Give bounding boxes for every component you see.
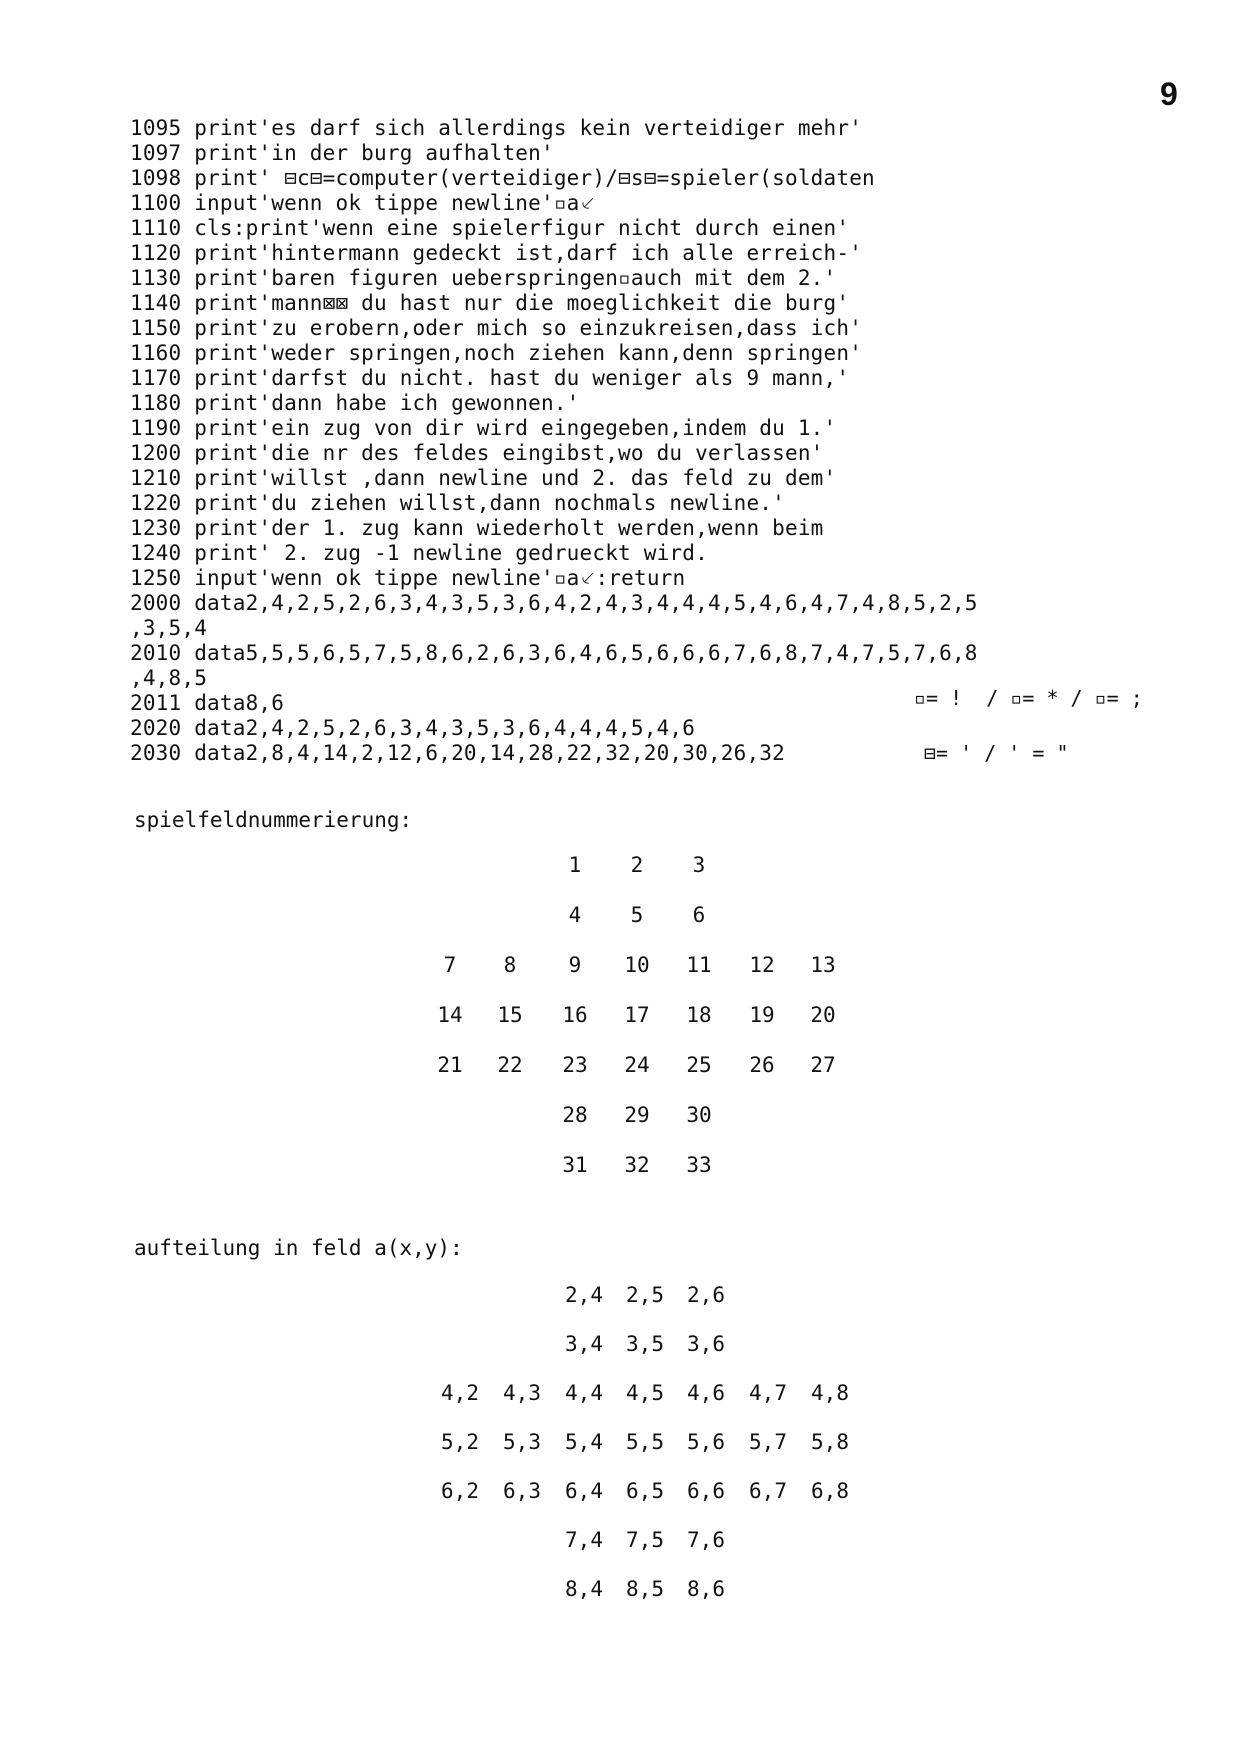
field-number-cell: 9 xyxy=(568,953,582,977)
field-coordinate-cell: 2,5 xyxy=(626,1283,664,1307)
code-line: 1210 print'willst ,dann newline und 2. das feld zu dem' xyxy=(130,466,837,490)
field-number-cell: 4 xyxy=(568,903,582,927)
code-line: 1240 print' 2. zug -1 newline gedrueckt wird. xyxy=(130,541,708,565)
field-number-cell: 24 xyxy=(624,1053,650,1077)
field-number-cell: 1 xyxy=(568,853,582,877)
field-coordinate-cell: 4,7 xyxy=(749,1381,787,1405)
code-line: 2000 data2,4,2,5,2,6,3,4,3,5,3,6,4,2,4,3,4,4,4,5,4,6,4,7,4,8,5,2,5 xyxy=(130,591,978,615)
field-coordinate-cell: 8,6 xyxy=(687,1577,725,1601)
code-line: ,4,8,5 xyxy=(130,666,208,690)
field-coordinate-cell: 8,5 xyxy=(626,1577,664,1601)
field-number-cell: 11 xyxy=(686,953,712,977)
field-coordinate-cell: 6,5 xyxy=(626,1479,664,1503)
field-number-cell: 15 xyxy=(497,1003,523,1027)
field-coordinate-cell: 4,8 xyxy=(811,1381,849,1405)
field-coordinate-cell: 4,3 xyxy=(503,1381,541,1405)
field-coordinate-cell: 7,6 xyxy=(687,1528,725,1552)
field-coordinate-cell: 3,6 xyxy=(687,1332,725,1356)
field-number-cell: 8 xyxy=(503,953,517,977)
field-coordinate-cell: 5,2 xyxy=(441,1430,479,1454)
code-line: 2011 data8,6 xyxy=(130,691,285,715)
field-coordinate-cell: 6,6 xyxy=(687,1479,725,1503)
field-number-cell: 25 xyxy=(686,1053,712,1077)
field-number-cell: 7 xyxy=(443,953,457,977)
code-line: 1120 print'hintermann gedeckt ist,darf ich alle erreich-' xyxy=(130,241,863,265)
field-coordinate-cell: 4,6 xyxy=(687,1381,725,1405)
field-number-cell: 10 xyxy=(624,953,650,977)
field-number-cell: 19 xyxy=(749,1003,775,1027)
code-line: 1190 print'ein zug von dir wird eingegeben,indem du 1.' xyxy=(130,416,837,440)
code-line: 1180 print'dann habe ich gewonnen.' xyxy=(130,391,580,415)
field-coordinate-cell: 3,4 xyxy=(565,1332,603,1356)
field-number-cell: 31 xyxy=(562,1153,588,1177)
field-number-cell: 23 xyxy=(562,1053,588,1077)
code-line: 1097 print'in der burg aufhalten' xyxy=(130,141,554,165)
field-coordinates-heading: aufteilung in feld a(x,y): xyxy=(134,1236,463,1260)
field-coordinate-cell: 8,4 xyxy=(565,1577,603,1601)
field-numbering-heading: spielfeldnummerierung: xyxy=(134,808,413,832)
field-coordinate-cell: 4,2 xyxy=(441,1381,479,1405)
field-number-cell: 17 xyxy=(624,1003,650,1027)
field-coordinate-cell: 2,4 xyxy=(565,1283,603,1307)
code-line: 1130 print'baren figuren ueberspringen▫auch mit dem 2.' xyxy=(130,266,837,290)
field-coordinate-cell: 4,5 xyxy=(626,1381,664,1405)
code-line: 1095 print'es darf sich allerdings kein verteidiger mehr' xyxy=(130,116,863,140)
page-number: 9 xyxy=(1160,76,1178,112)
code-line: 1110 cls:print'wenn eine spielerfigur nicht durch einen' xyxy=(130,216,850,240)
field-coordinate-cell: 5,3 xyxy=(503,1430,541,1454)
field-coordinate-cell: 5,6 xyxy=(687,1430,725,1454)
code-line: 1160 print'weder springen,noch ziehen kann,denn springen' xyxy=(130,341,863,365)
field-coordinate-cell: 6,7 xyxy=(749,1479,787,1503)
field-number-cell: 30 xyxy=(686,1103,712,1127)
field-number-cell: 12 xyxy=(749,953,775,977)
field-number-cell: 27 xyxy=(810,1053,836,1077)
field-number-cell: 5 xyxy=(630,903,644,927)
field-number-cell: 28 xyxy=(562,1103,588,1127)
field-number-cell: 26 xyxy=(749,1053,775,1077)
field-number-cell: 20 xyxy=(810,1003,836,1027)
field-number-cell: 3 xyxy=(692,853,706,877)
field-number-cell: 16 xyxy=(562,1003,588,1027)
code-line: ,3,5,4 xyxy=(130,616,208,640)
field-number-cell: 14 xyxy=(437,1003,463,1027)
field-coordinate-cell: 7,4 xyxy=(565,1528,603,1552)
field-coordinate-cell: 6,8 xyxy=(811,1479,849,1503)
field-coordinate-cell: 7,5 xyxy=(626,1528,664,1552)
code-line: 1140 print'mann⊠⊠ du hast nur die moeglichkeit die burg' xyxy=(130,291,850,315)
code-line: 1150 print'zu erobern,oder mich so einzukreisen,dass ich' xyxy=(130,316,863,340)
field-coordinate-cell: 5,7 xyxy=(749,1430,787,1454)
field-coordinate-cell: 2,6 xyxy=(687,1283,725,1307)
code-line: 2010 data5,5,5,6,5,7,5,8,6,2,6,3,6,4,6,5,6,6,6,7,6,8,7,4,7,5,7,6,8 xyxy=(130,641,978,665)
field-number-cell: 32 xyxy=(624,1153,650,1177)
code-line: 1200 print'die nr des feldes eingibst,wo du verlassen' xyxy=(130,441,824,465)
code-line: 2020 data2,4,2,5,2,6,3,4,3,5,3,6,4,4,4,5,4,6 xyxy=(130,716,696,740)
field-number-cell: 33 xyxy=(686,1153,712,1177)
symbol-legend-line-2: ⊟= ' / ' = " xyxy=(924,741,1069,765)
field-coordinate-cell: 4,4 xyxy=(565,1381,603,1405)
field-number-cell: 21 xyxy=(437,1053,463,1077)
field-coordinate-cell: 6,4 xyxy=(565,1479,603,1503)
field-coordinate-cell: 5,8 xyxy=(811,1430,849,1454)
symbol-legend-line-1: ▫= ! / ▫= * / ▫= ; xyxy=(914,686,1143,710)
field-number-cell: 29 xyxy=(624,1103,650,1127)
field-coordinate-cell: 3,5 xyxy=(626,1332,664,1356)
code-line: 1098 print' ⊟c⊟=computer(verteidiger)/⊟s⊟=spieler(soldaten xyxy=(130,166,875,190)
field-number-cell: 2 xyxy=(630,853,644,877)
code-line: 1230 print'der 1. zug kann wiederholt werden,wenn beim xyxy=(130,516,824,540)
field-coordinate-cell: 5,4 xyxy=(565,1430,603,1454)
field-coordinate-cell: 6,2 xyxy=(441,1479,479,1503)
field-number-cell: 13 xyxy=(810,953,836,977)
code-line: 1220 print'du ziehen willst,dann nochmals newline.' xyxy=(130,491,785,515)
code-line: 1100 input'wenn ok tippe newline'▫a⸔ xyxy=(130,191,596,215)
code-line: 1170 print'darfst du nicht. hast du weniger als 9 mann,' xyxy=(130,366,850,390)
field-number-cell: 6 xyxy=(692,903,706,927)
field-coordinate-cell: 6,3 xyxy=(503,1479,541,1503)
field-coordinate-cell: 5,5 xyxy=(626,1430,664,1454)
code-line: 1250 input'wenn ok tippe newline'▫a⸔:return xyxy=(130,566,686,590)
code-line: 2030 data2,8,4,14,2,12,6,20,14,28,22,32,20,30,26,32 xyxy=(130,741,785,765)
field-number-cell: 18 xyxy=(686,1003,712,1027)
field-number-cell: 22 xyxy=(497,1053,523,1077)
